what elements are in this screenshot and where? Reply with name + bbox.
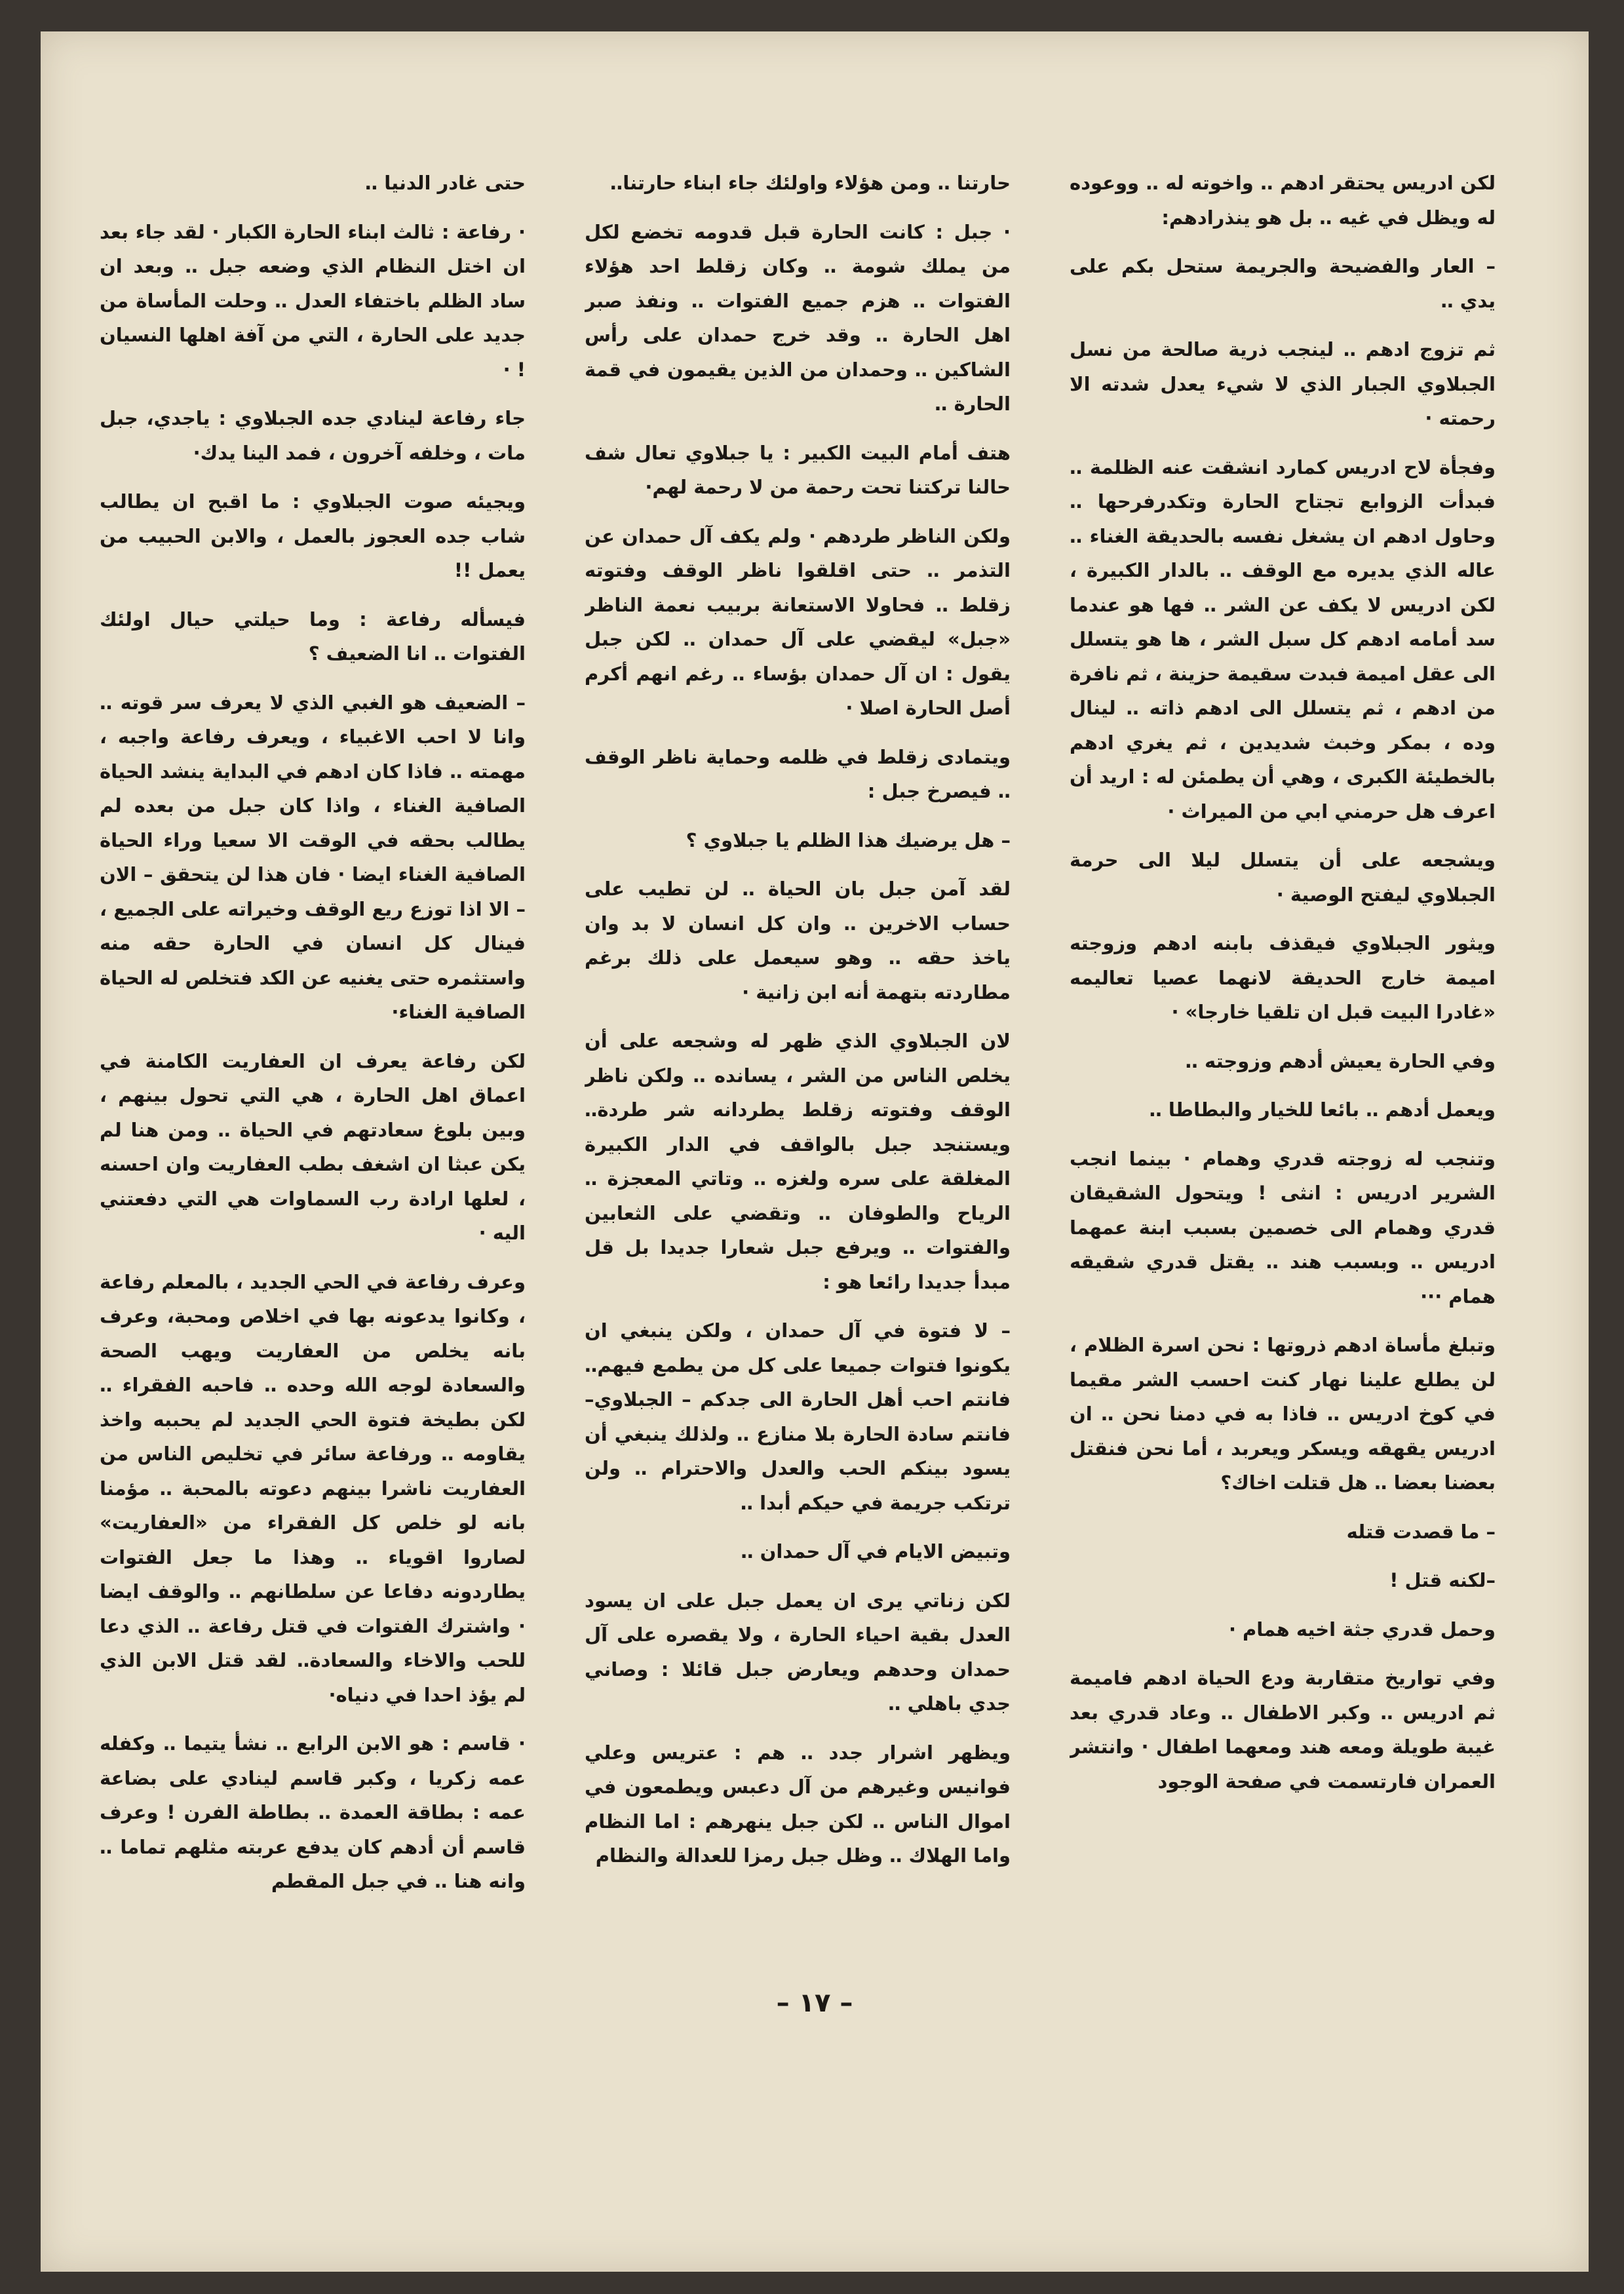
paragraph: – العار والفضيحة والجريمة ستحل بكم على يدي ‥	[1070, 255, 1496, 312]
paragraph: جاء رفاعة لينادي جده الجبلاوي : ياجدي، جبل مات ، وخلفه آخرون ، فمد الينا يدك·	[100, 407, 526, 464]
paragraph: – ما قصدت قتله	[1346, 1520, 1496, 1543]
paragraph: ويتمادى زقلط في ظلمه وحماية ناظر الوقف ‥ فيصرخ جبل :	[585, 745, 1011, 802]
paragraph: وعرف رفاعة في الحي الجديد ، بالمعلم رفاعة ، وكانوا يدعونه بها في اخلاص ومحبة، وعرف بانه يخلص من العفاريت ويهب الصحة والسعادة لوجه الله وحده ‥ فاحبه الفقراء ‥ لكن بطيخة فتوة الحي الجديد لم يحببه واخذ يقاومه ‥ ورفاعة سائر في تخليص الناس من العفاريت ناشرا بينهم دعوته بالمحبة ‥ مؤمنا بانه لو خلص كل الفقراء من «العفاريت» لصاروا اقوياء ‥ وهذا ما جعل الفتوات يطاردونه دفاعا عن سلطانهم ‥ والوقف ايضا · واشترك الفتوات في قتل رفاعة ‥ الذي دعا للحب والاخاء والسعادة‥ لقد قتل الابن الذي لم يؤذ احدا في دنياه·	[100, 1270, 526, 1706]
paragraph: · قاسم : هو الابن الرابع ‥ نشأ يتيما ‥ وكفله عمه زكريا ، وكبر قاسم لينادي على بضاعة عمه : بطاقة العمدة ‥ بطاطة الفرن ! وعرف قاسم أن أدهم كان يدفع عربته مثلهم تماما ‥ وانه هنا ‥ في جبل المقطم	[100, 1732, 526, 1892]
text-column-right	[1070, 166, 1496, 1981]
paragraph: ويظهر اشرار جدد ‥ هم : عتريس وعلي فوانيس وغيرهم من آل دعبس ويطمعون في اموال الناس ‥ لكن جبل ينهرهم : اما النظام واما الهلاك ‥ وظل جبل رمزا للعدالة والنظام	[585, 1741, 1011, 1867]
paragraph: حتى غادر الدنيا ‥	[364, 172, 526, 194]
paragraph: ويعمل أدهم ‥ بائعا للخيار والبطاطا ‥	[1149, 1098, 1496, 1121]
text-column-left	[100, 166, 526, 1981]
text-column-middle	[585, 166, 1011, 1981]
paragraph: ويجيئه صوت الجبلاوي : ما اقبح ان يطالب شاب جده العجوز بالعمل ، والابن الحبيب من يعمل !!	[100, 490, 526, 581]
paragraph: لكن زناتي يرى ان يعمل جبل على ان يسود العدل بقية احياء الحارة ، ولا يقصره على آل حمدان وحدهم ويعارض جبل قائلا : وصاني جدي باهلي ‥	[585, 1589, 1011, 1715]
paragraph: لكن رفاعة يعرف ان العفاريت الكامنة في اعماق اهل الحارة ، هي التي تحول بينهم ، وبين بلوغ سعادتهم في الحياة ‥ ومن هنا لم يكن عبثا ان اشغف بطب العفاريت وان احسنه ، لعلها ارادة رب السماوات هي التي دفعتني اليه ·	[100, 1049, 526, 1244]
paragraph: ولكن الناظر طردهم · ولم يكف آل حمدان عن التذمر ‥ حتى اقلقوا ناظر الوقف وفتوته زقلط ‥ فحاولا الاستعانة بربيب نعمة الناظر «جبل» ليقضي على آل حمدان ‥ لكن جبل يقول : ان آل حمدان بؤساء ‥ رغم انهم أكرم أصل الحارة اصلا ·	[585, 524, 1011, 719]
paragraph: وفي الحارة يعيش أدهم وزوجته ‥	[1185, 1049, 1496, 1072]
paragraph: لقد آمن جبل بان الحياة ‥ لن تطيب على حساب الاخرين ‥ وان كل انسان لا بد وان ياخذ حقه ‥ وهو سيعمل على ذلك برغم مطاردته بتهمة أنه ابن زانية ·	[585, 878, 1011, 1003]
paragraph: وفجأة لاح ادريس كمارد انشقت عنه الظلمة ‥ فبدأت الزوابع تجتاح الحارة وتكدرفرحها ‥ وحاول ادهم ان يشغل نفسه بالحديقة الغناء ‥ عاله الذي يديره مع الوقف ‥ بالدار الكبيرة ، لكن ادريس لا يكف عن الشر ‥ فها هو عندما سد أمامه ادهم كل سبل الشر ، ها هو يتسلل الى عقل اميمة فبدت سقيمة حزينة ، ثم نافرة من ادهم ، ثم يتسلل الى ادهم ذاته ‥ لينال وده ، بمكر وخبث شديدين ، ثم يغري ادهم بالخطيئة الكبرى ، وهي أن يطمئن له : اريد أن اعرف هل حرمني ابي من الميراث ·	[1070, 456, 1496, 823]
paragraph: وحمل قدري جثة اخيه همام ·	[1228, 1618, 1496, 1641]
paragraph: لان الجبلاوي الذي ظهر له وشجعه على أن يخلص الناس من الشر ، يسانده ‥ ولكن ناظر الوقف وفتوته زقلط يطردانه شر طردة‥ ويستنجد جبل بالواقف في الدار الكبيرة المغلقة على سره ولغزه ‥ وتاتي المعجزة ‥ الرياح والطوفان ‥ وتقضي على الثعابين والفتوات ‥ ويرفع جبل شعارا جديدا بل قل مبدأ جديدا رائعا هو :	[585, 1030, 1011, 1293]
paragraph: حارتنا ‥ ومن هؤلاء واولئك جاء ابناء حارتنا‥	[609, 172, 1011, 194]
paragraph: – هل يرضيك هذا الظلم يا جبلاوي ؟	[686, 828, 1011, 851]
paragraph: ويشجعه على أن يتسلل ليلا الى حرمة الجبلاوي ليفتح الوصية ·	[1070, 849, 1496, 906]
newspaper-page	[41, 31, 1589, 2272]
paragraph: لكن ادريس يحتقر ادهم ‥ واخوته له ‥ ووعوده له ويظل في غيه ‥ بل هو ينذرادهم:	[1070, 172, 1496, 229]
paragraph: – الضعيف هو الغبي الذي لا يعرف سر قوته ‥ وانا لا احب الاغبياء ، ويعرف رفاعة واجبه ، مهمته ‥ فاذا كان ادهم في البداية ينشد الحياة الصافية الغناء ، واذا كان جبل من بعده لم يطالب بحقه في الوقت الا سعيا وراء الحياة الصافية الغناء ايضا · فان هذا لن يتحقق – الان – الا اذا توزع ريع الوقف وخيراته على الجميع ، فينال كل انسان في الحارة حقه منه واستثمره حتى يغنيه عن الكد فتخلص له الحياة الصافية الغناء·	[100, 691, 526, 1023]
paragraph: وتبيض الايام في آل حمدان ‥	[741, 1540, 1011, 1563]
paragraph: فيسأله رفاعة : وما حيلتي حيال اولئك الفتوات ‥ انا الضعيف ؟	[100, 608, 526, 665]
paragraph: ويثور الجبلاوي فيقذف بابنه ادهم وزوجته اميمة خارج الحديقة لانهما عصيا تعاليمه «غادرا البيت قبل ان تلقيا خارجا» ·	[1070, 932, 1496, 1023]
paragraph: وتبلغ مأساة ادهم ذروتها : نحن اسرة الظلام ، لن يطلع علينا نهار كنت احسب الشر مقيما في كوخ ادريس ‥ فاذا به في دمنا نحن ‥ ان ادريس يقهقه ويسكر ويعربد ، أما نحن فنقتل بعضنا بعضا ‥ هل قتلت اخاك؟	[1070, 1334, 1496, 1494]
paragraph: وتنجب له زوجته قدري وهمام · بينما انجب الشرير ادريس : انثى ! ويتحول الشقيقان قدري وهمام الى خصمين بسبب ابنة عمهما ادريس ‥ وبسبب هند ‥ يقتل قدري شقيقه همام ···	[1070, 1147, 1496, 1308]
page-number: – ١٧ –	[776, 1988, 853, 2018]
paragraph: –لكنه قتل !	[1389, 1569, 1496, 1591]
paragraph: · رفاعة : ثالث ابناء الحارة الكبار · لقد جاء بعد ان اختل النظام الذي وضعه جبل ‥ وبعد ان ساد الظلم باختفاء العدل ‥ وحلت المأساة من جديد على الحارة ، التي من آفة اهلها النسيان ! ·	[100, 220, 526, 381]
paragraph: وفي تواريخ متقاربة ودع الحياة ادهم فاميمة ثم ادريس ‥ وكبر الاطفال ‥ وعاد قدري بعد غيبة طويلة ومعه هند ومعهما اطفال · وانتشر العمران فارتسمت في صفحة الوجود	[1070, 1667, 1496, 1793]
paragraph: – لا فتوة في آل حمدان ، ولكن ينبغي ان يكونوا فتوات جميعا على كل من يطمع فيهم‥ فانتم احب أهل الحارة الى جدكم – الجبلاوي– فانتم سادة الحارة بلا منازع ‥ ولذلك ينبغي أن يسود بينكم الحب والعدل والاحترام ‥ ولن ترتكب جريمة في حيكم أبدا ‥	[585, 1319, 1011, 1514]
article-columns	[100, 166, 1496, 1981]
paragraph: · جبل : كانت الحارة قبل قدومه تخضع لكل من يملك شومة ‥ وكان زقلط احد هؤلاء الفتوات ‥ هزم جميع الفتوات ‥ ونفذ صبر اهل الحارة ‥ وقد خرج حمدان على رأس الشاكين ‥ وحمدان من الذين يقيمون في قمة الحارة ‥	[585, 220, 1011, 415]
paragraph: هتف أمام البيت الكبير : يا جبلاوي تعال شف حالنا تركتنا تحت رحمة من لا رحمة لهم·	[585, 441, 1011, 498]
paragraph: ثم تزوج ادهم ‥ لينجب ذرية صالحة من نسل الجبلاوي الجبار الذي لا شيء يعدل شدته الا رحمته ·	[1070, 338, 1496, 429]
